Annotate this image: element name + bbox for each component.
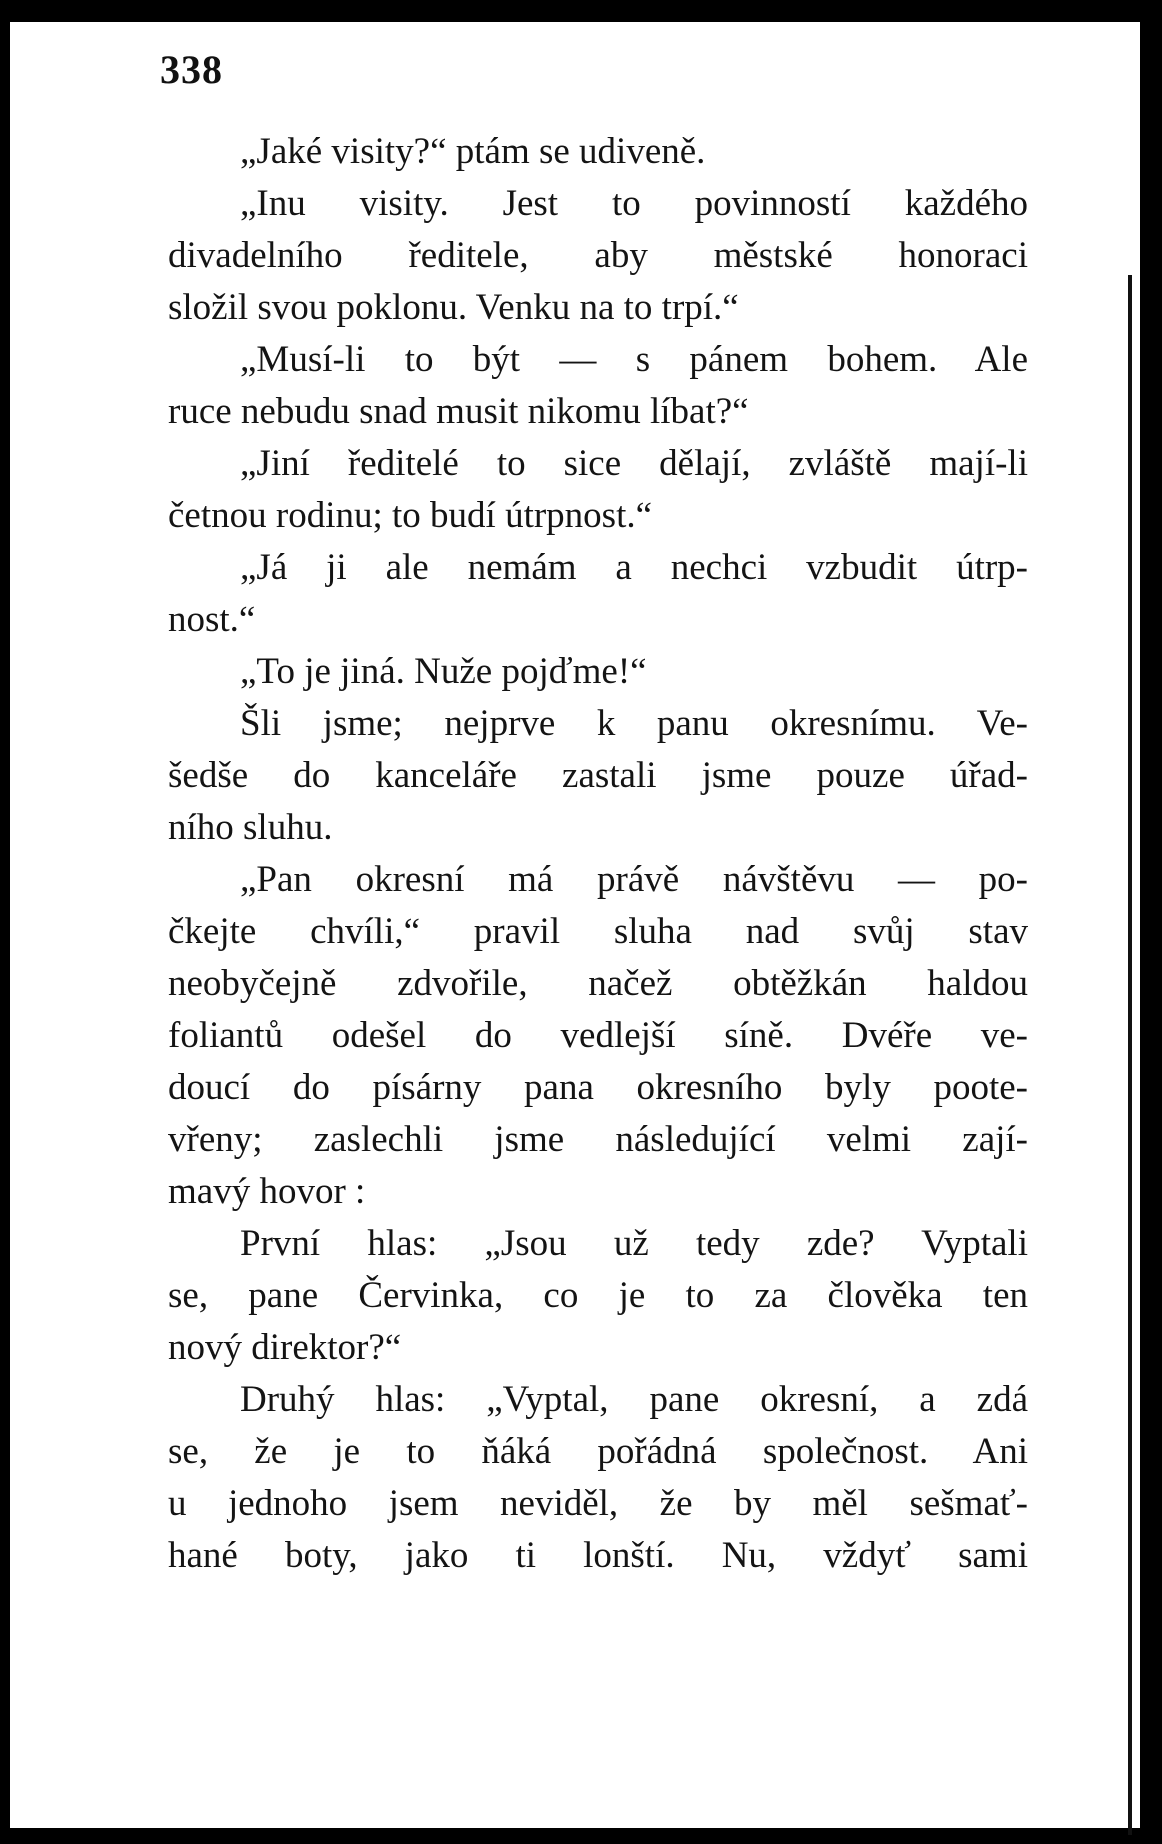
text-line: „Já ji ale nemám a nechci vzbudit útrp- [240,547,1028,588]
text-line: u jednoho jsem neviděl, že by měl sešmať- [168,1483,1028,1524]
text-line: mavý hovor : [168,1171,366,1212]
body-text [168,126,1028,1582]
text-line: První hlas: „Jsou už tedy zde? Vyptali [240,1223,1028,1264]
text-line: foliantů odešel do vedlejší síně. Dvéře ve- [168,1015,1028,1056]
text-line: čkejte chvíli,“ pravil sluha nad svůj stav [168,911,1028,952]
text-line: nový direktor?“ [168,1327,402,1368]
text-line: neobyčejně zdvořile, načež obtěžkán haldou [168,963,1028,1004]
text-line: „Musí-li to být — s pánem bohem. Ale [240,339,1028,380]
text-line: šedše do kanceláře zastali jsme pouze úřad- [168,755,1028,796]
text-line: „Inu visity. Jest to povinností každého [240,183,1028,224]
text-line: ního sluhu. [168,807,333,848]
text-line: „Jiní ředitelé to sice dělají, zvláště mají-li [240,443,1028,484]
text-line: četnou rodinu; to budí útrpnost.“ [168,495,653,536]
text-line: nost.“ [168,599,256,640]
text-line: „To je jiná. Nuže pojďme!“ [240,651,647,692]
text-line: Druhý hlas: „Vyptal, pane okresní, a zdá [240,1379,1028,1420]
text-line: „Pan okresní má právě návštěvu — po- [240,859,1028,900]
text-line: hané boty, jako ti lonští. Nu, vždyť sami [168,1535,1028,1576]
text-line: vřeny; zaslechli jsme následující velmi zají- [168,1119,1028,1160]
text-line: doucí do písárny pana okresního byly poote- [168,1067,1028,1108]
text-line: složil svou poklonu. Venku na to trpí.“ [168,287,739,328]
text-line: Šli jsme; nejprve k panu okresnímu. Ve- [240,703,1028,744]
text-line: divadelního ředitele, aby městské honoraci [168,235,1028,276]
text-line: „Jaké visity?“ ptám se udiveně. [240,131,706,172]
text-line: se, že je to ňáká pořádná společnost. Ani [168,1431,1028,1472]
page-edge-rule [1128,275,1132,1835]
text-line: ruce nebudu snad musit nikomu líbat?“ [168,391,749,432]
page-number: 338 [160,47,223,92]
text-line: se, pane Červinka, co je to za člověka ten [168,1275,1028,1316]
